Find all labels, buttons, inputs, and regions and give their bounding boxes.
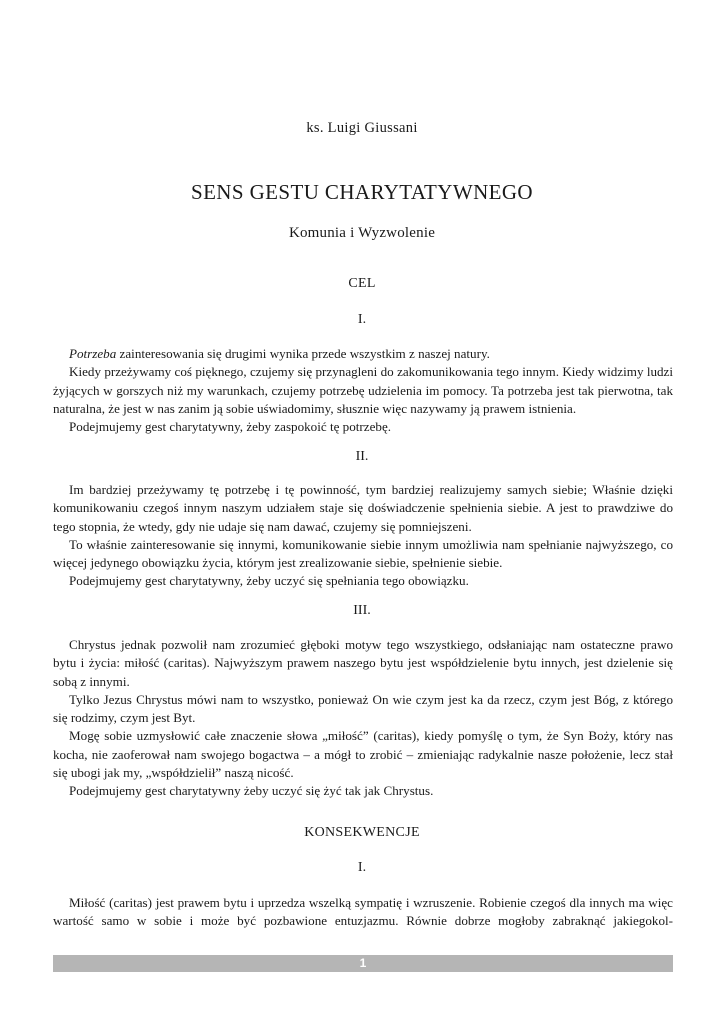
part-numeral-cel-1: I.: [357, 312, 367, 327]
paragraph: Mogę sobie uzmysłowić całe znaczenie słowa „miłość” (caritas), kiedy pomyślę o tym, że Syn Boży, który nas kocha, nie zaoferował nam swojego bogactwa – a mógł to zrobić – zmieniając radykalnie nasze położenie, lecz stał się ubogi jak my, „współdzielił” naszą nicość.: [53, 728, 673, 781]
paragraph: [53, 345, 673, 363]
document-title: SENS GESTU CHARYTATYWNEGO: [191, 180, 533, 204]
section-cel-part-3: [53, 636, 673, 801]
paragraph: Podejmujemy gest charytatywny, żeby uczyć się spełniania tego obowiązku.: [69, 573, 469, 589]
document-subtitle: Komunia i Wyzwolenie: [288, 225, 436, 241]
section-heading-konsekwencje: KONSEKWENCJE: [304, 825, 420, 840]
page-number: 1: [359, 956, 367, 970]
paragraph: Miłość (caritas) jest prawem bytu i uprzedza wszelką sympatię i wzruszenie. Robienie czegoś dla innych ma więc wartość samo w sobie i może być pozbawione entuzjazmu. Równie dobrze mogłoby zabraknąć jakiegokol-: [53, 895, 673, 929]
paragraph-text: zainteresowania się drugimi wynika przede wszystkim z naszej natury.: [116, 346, 490, 361]
footer-bar: [53, 955, 673, 972]
section-cel-part-2: [53, 481, 673, 591]
emphasis-text: Potrzeba: [69, 346, 117, 361]
paragraph: Podejmujemy gest charytatywny żeby uczyć się żyć tak jak Chrystus.: [69, 783, 434, 799]
part-numeral-konsekwencje-1: I.: [357, 860, 367, 875]
section-konsekwencje-part-1: [53, 894, 673, 931]
paragraph: Chrystus jednak pozwolił nam zrozumieć głęboki motyw tego wszystkiego, odsłaniając nam ostateczne prawo bytu i życia: miłość (caritas). Najwyższym prawem naszego bytu jest współdzielenie bytu innych, jest dzielenie się sobą z innymi.: [53, 637, 673, 689]
paragraph: To właśnie zainteresowanie się innymi, komunikowanie siebie innym umożliwia nam spełnianie najwyższego, co więcej jedynego obowiązku życia, którym jest zrealizowanie siebie, spełnienie siebie.: [53, 536, 673, 571]
paragraph: Tylko Jezus Chrystus mówi nam to wszystko, ponieważ On wie czym jest ka da rzecz, czym jest Bóg, z którego się rodzimy, czym jest Byt.: [53, 691, 673, 726]
author: ks. Luigi Giussani: [306, 120, 418, 136]
part-numeral-cel-3: III.: [353, 603, 371, 618]
section-heading-cel: CEL: [348, 276, 376, 291]
section-cel-part-1: [53, 345, 673, 436]
paragraph: Podejmujemy gest charytatywny, żeby zaspokoić tę potrzebę.: [69, 419, 392, 435]
part-numeral-cel-2: II.: [355, 449, 369, 464]
paragraph: Im bardziej przeżywamy tę potrzebę i tę powinność, tym bardziej realizujemy samych siebie; Właśnie dzięki komunikowaniu czegoś innym naszym udziałem staje się doświadczenie spełnienia siebie. A jest to prawdziwe do tego stopnia, że wtedy, gdy nie udaje się nam dawać, czujemy się pomniejszeni.: [53, 482, 673, 534]
paragraph: Kiedy przeżywamy coś pięknego, czujemy się przynagleni do zakomunikowania tego innym. Kiedy widzimy ludzi żyjących w gorszych niż my warunkach, czujemy potrzebę udzielenia im pomocy. Ta potrzeba jest tak pierwotna, tak naturalna, że jest w nas zanim ją sobie uświadomimy, słusznie więc nazywamy ją prawem istnienia.: [53, 364, 673, 416]
